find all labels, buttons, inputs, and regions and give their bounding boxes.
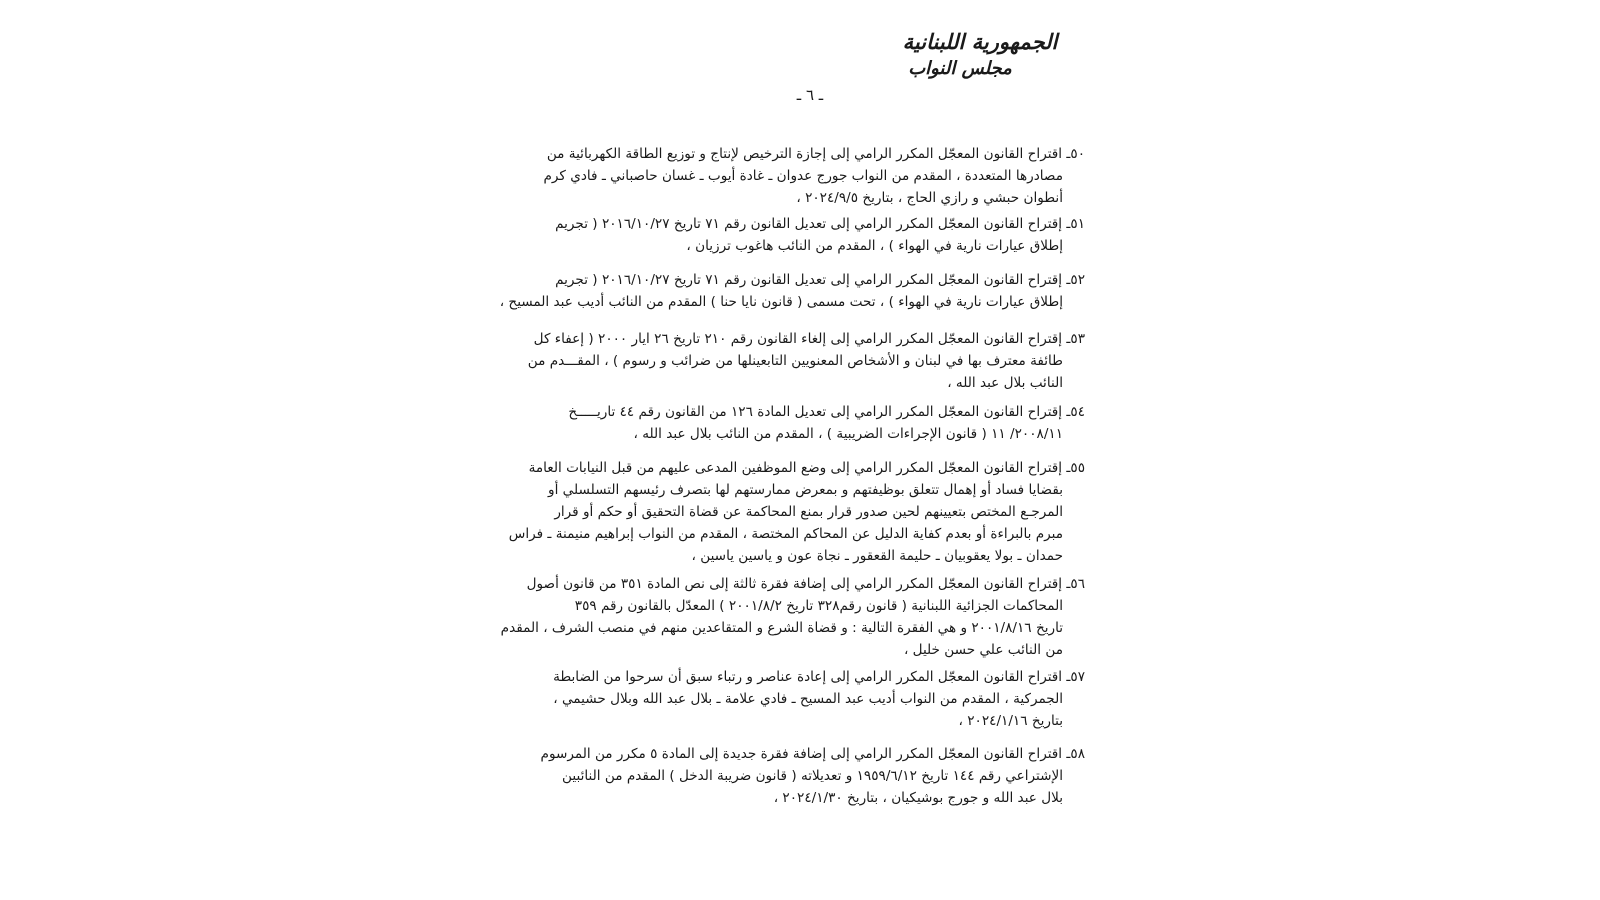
item-line: الإشتراعي رقم ١٤٤ تاريخ ١٩٥٩/٦/١٢ و تعديلاته ( قانون ضريبة الدخل ) المقدم من النائبين [562, 768, 1063, 784]
item-line: ٥٨ـ اقتراح القانون المعجّل المكرر الرامي إلى إضافة فقرة جديدة إلى المادة ٥ مكرر من المرسوم [540, 746, 1085, 762]
item-line: مصادرها المتعددة ، المقدم من النواب جورج عدوان ـ غادة أيوب ـ غسان حاصباني ـ فادي كرم [543, 168, 1063, 184]
letterhead-republic: الجمهورية اللبنانية [902, 29, 1058, 54]
item-line: ٥٣ـ إقتراح القانون المعجّل المكرر الرامي إلى إلغاء القانون رقم ٢١٠ تاريخ ٢٦ ايار ٢٠٠٠ ( إعفاء كل [533, 331, 1085, 347]
item-line: ٥٢ـ إقتراح القانون المعجّل المكرر الرامي إلى تعديل القانون رقم ٧١ تاريخ ٢٠١٦/١٠/٢٧ ( تجريم [555, 272, 1085, 288]
list-item [520, 743, 1085, 809]
item-line: المرجـع المختص بتعيينهم لحين صدور قرار بمنع المحاكمة عن قضاة التحقيق أو حكم أو قرار [554, 504, 1063, 520]
list-item [508, 457, 1085, 567]
item-line: النائب بلال عبد الله ، [947, 375, 1063, 391]
item-line: حمدان ـ بولا يعقوبيان ـ حليمة القعقور ـ نجاة عون و ياسين ياسين ، [691, 548, 1063, 564]
item-line: بلال عبد الله و جورج بوشيكيان ، بتاريخ ٢٠٢٤/١/٣٠ ، [773, 790, 1063, 806]
list-item [499, 269, 1085, 313]
letterhead [890, 28, 1070, 82]
item-line: ٥٤ـ إقتراح القانون المعجّل المكرر الرامي إلى تعديل المادة ١٢٦ من القانون رقم ٤٤ تاريـــــخ [568, 404, 1085, 420]
item-line: المحاكمات الجزائية اللبنانية ( قانون رقم٣٢٨ تاريخ ٢٠٠١/٨/٢ ) المعدّل بالقانون رقم ٣٥٩ [574, 598, 1063, 614]
item-line: بقضايا فساد أو إهمال تتعلق بوظيفتهم و بمعرض ممارستهم لها بتصرف رئيسهم التسلسلي أو [548, 482, 1063, 498]
list-item [520, 666, 1085, 732]
list-item [520, 213, 1085, 257]
item-line: ٥٥ـ إقتراح القانون المعجّل المكرر الرامي إلى وضع الموظفين المدعى عليهم من قبل النيابات العامة [528, 460, 1085, 476]
list-item [500, 573, 1085, 661]
page-number: ـ ٦ ـ [796, 86, 824, 104]
item-line: إطلاق عيارات نارية في الهواء ) ، تحت مسمى ( قانون نايا حنا ) المقدم من النائب أديب عبد المسيح ، [499, 294, 1063, 310]
item-line: إطلاق عيارات نارية في الهواء ) ، المقدم من النائب هاغوب ترزيان ، [686, 238, 1063, 254]
item-line: ٢٠٠٨/١١/ ١١ ( قانون الإجراءات الضريبية ) ، المقدم من النائب بلال عبد الله ، [633, 426, 1063, 442]
item-line: ٥١ـ إقتراح القانون المعجّل المكرر الرامي إلى تعديل القانون رقم ٧١ تاريخ ٢٠١٦/١٠/٢٧ ( تجريم [555, 216, 1085, 232]
item-line: تاريخ ٢٠٠١/٨/١٦ و هي الفقرة التالية : و قضاة الشرع و المتقاعدين منهم في منصب الشرف ، المقدم [500, 620, 1063, 636]
item-line: الجمركية ، المقدم من النواب أديب عبد المسيح ـ فادي علامة ـ بلال عبد الله وبلال حشيمي ، [553, 691, 1063, 707]
list-item [520, 401, 1085, 445]
letterhead-parliament: مجلس النواب [908, 58, 1012, 79]
item-line: مبرم بالبراءة أو بعدم كفاية الدليل عن المحاكم المختصة ، المقدم من النواب إبراهيم منيمنة ـ فراس [508, 526, 1063, 542]
item-line: من النائب علي حسن خليل ، [903, 642, 1063, 658]
item-line: ٥٦ـ إقتراح القانون المعجّل المكرر الرامي إلى إضافة فقرة ثالثة إلى نص المادة ٣٥١ من قانون أصول [526, 576, 1085, 592]
item-line: ٥٧ـ اقتراح القانون المعجّل المكرر الرامي إلى إعادة عناصر و رتباء سبق أن سرحوا من الضابطة [553, 669, 1085, 685]
list-item [520, 143, 1085, 209]
item-line: بتاريخ ٢٠٢٤/١/١٦ ، [958, 713, 1063, 729]
item-line: أنطوان حبشي و رازي الحاج ، بتاريخ ٢٠٢٤/٩/٥ ، [796, 190, 1063, 206]
item-line: ٥٠ـ اقتراح القانون المعجّل المكرر الرامي إلى إجازة الترخيص لإنتاج و توزيع الطاقة الكهربائية من [546, 146, 1085, 162]
item-line: طائفة معترف بها في لبنان و الأشخاص المعنويين التابعينلها من ضرائب و رسوم ) ، المقـــدم من [527, 353, 1063, 369]
list-item [520, 328, 1085, 394]
